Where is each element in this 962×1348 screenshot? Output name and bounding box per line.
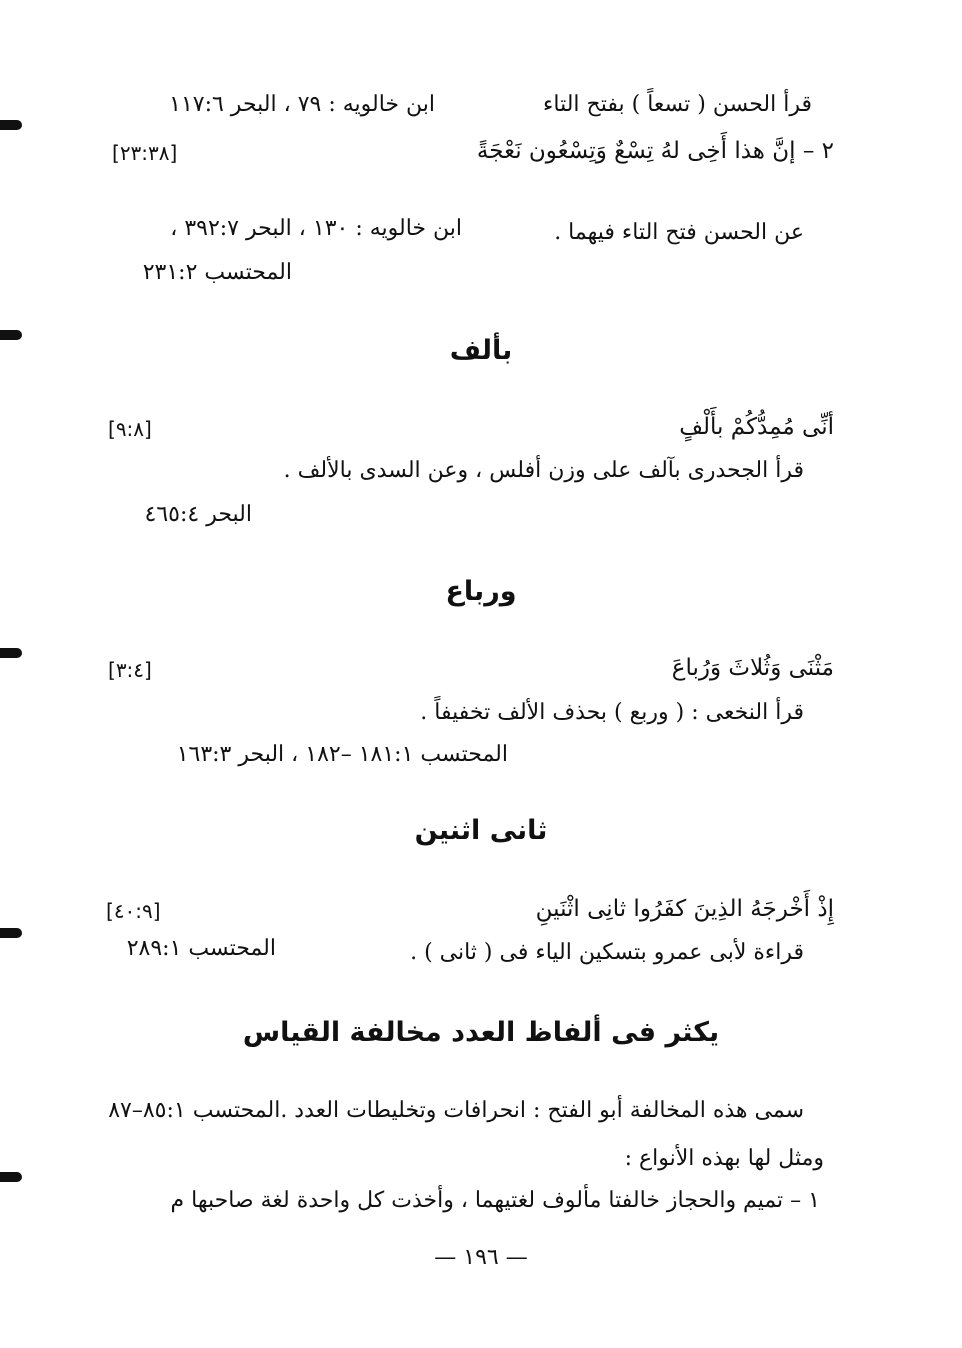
verse-text: إِذْ أَخْرجَهُ الذِينَ كفَرُوا ثانِى اثْنَينِ [535,896,834,922]
reading-note: قرأ النخعى : ( وربع ) بحذف الألف تخفيفاً . [420,700,804,725]
paragraph-line: ومثل لها بهذه الأنواع : [624,1146,824,1171]
verse-reference: [٤٠:٩] [106,899,161,923]
verse-text: أنِّى مُمِدُّكُمْ بأَلْفٍ [679,414,834,440]
source-citation: البحر ٤٦٥:٤ [144,502,252,527]
margin-mark [0,1172,22,1182]
source-citation: المحتسب ٢٣١:٢ [142,260,292,285]
reading-note: قراءة لأبى عمرو بتسكين الياء فى ( ثانى ) . [410,940,804,965]
verse-reference: [٢٣:٣٨] [112,141,178,165]
paragraph-line: سمى هذه المخالفة أبو الفتح : انحرافات وتخليطات العدد .المحتسب ٨٥:١–٨٧ [108,1098,804,1123]
margin-mark [0,120,22,130]
verse-reference: [٩:٨] [108,417,152,441]
section-heading: ورباع [445,576,517,607]
page-number: — ١٩٦ — [434,1245,528,1270]
margin-mark [0,928,22,938]
intro-note: قرأ الحسن ( تسعاً ) بفتح التاء [543,92,812,117]
section-heading: يكثر فى ألفاظ العدد مخالفة القياس [242,1017,720,1048]
source-citation: ابن خالويه : ١٣٠ ، البحر ٣٩٢:٧ ، [170,216,462,241]
intro-source: ابن خالويه : ٧٩ ، البحر ١١٧:٦ [169,92,435,117]
verse-text: مَثْنَى وَثُلاثَ وَرُباعَ [671,655,834,681]
reading-note: عن الحسن فتح التاء فيهما . [554,220,804,245]
reading-note: قرأ الجحدرى بآلف على وزن أفلس ، وعن السدى بالألف . [283,458,804,483]
source-citation: المحتسب ٢٨٩:١ [126,936,276,961]
section-heading: ثانى اثنين [414,815,548,846]
verse-text: ٢ – إنَّ هذا أَخِى لهُ تِسْعٌ وَتِسْعُون نَعْجَةً [476,138,834,164]
margin-mark [0,648,22,658]
section-heading: بألف [449,335,513,366]
verse-reference: [٣:٤] [108,658,152,682]
paragraph-line: ١ – تميم والحجاز خالفتا مألوف لغتيهما ، وأخذت كل واحدة لغة صاحبها م [170,1188,820,1213]
source-citation: المحتسب ١٨١:١ –١٨٢ ، البحر ١٦٣:٣ [176,742,508,767]
